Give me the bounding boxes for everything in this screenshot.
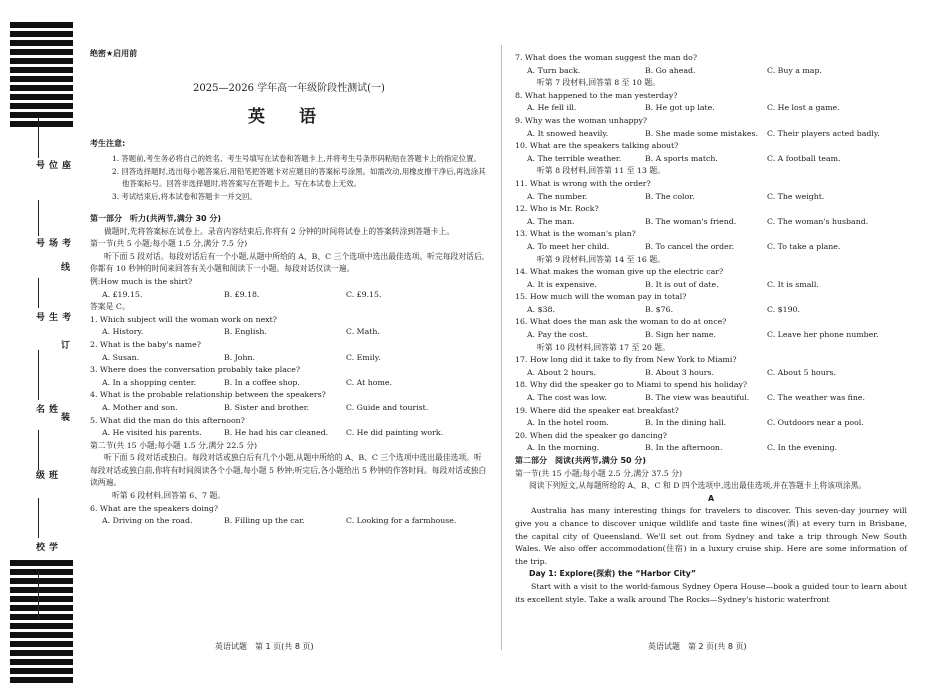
question-options	[515, 392, 907, 405]
question-text: 12. Who is Mr. Rock?	[515, 204, 599, 214]
binding-stripe	[10, 112, 73, 118]
binding-stripe	[10, 632, 73, 638]
option: C. Their players acted badly.	[767, 128, 880, 138]
option: A. $38.	[527, 304, 555, 314]
question-text: 9. Why was the woman unhappy?	[515, 115, 648, 125]
option: C. Leave her phone number.	[767, 330, 879, 340]
page-2	[515, 52, 907, 606]
material-note: 听第 6 段材料,回答第 6、7 题。	[112, 491, 226, 501]
school-label: 学校	[34, 542, 57, 552]
fill-line	[38, 278, 39, 308]
option: B. Sign her name.	[645, 330, 717, 340]
option: A. Mother and son.	[102, 402, 178, 412]
binding-stripe	[10, 578, 73, 584]
option: A. About 2 hours.	[527, 367, 596, 377]
question-options	[515, 65, 907, 78]
option: C. £9.15.	[346, 289, 382, 299]
option: B. Sister and brother.	[224, 402, 310, 412]
question-options	[515, 241, 907, 254]
day1-title: Day 1: Explore(探索) the “Harbor City”	[529, 569, 696, 579]
binding-stripe	[10, 22, 73, 28]
material-note: 听第 8 段材料,回答第 11 至 13 题。	[537, 166, 665, 176]
cut-mark-line: 线	[59, 262, 69, 271]
notice-title: 考生注意:	[90, 138, 126, 148]
option: B. The woman's friend.	[645, 216, 737, 226]
option: C. Math.	[346, 327, 380, 337]
material-note: 听第 7 段材料,回答第 8 至 10 题。	[537, 78, 660, 88]
question-options	[515, 102, 907, 115]
option: C. The weather was fine.	[767, 393, 865, 403]
question-options	[515, 191, 907, 204]
question-text: 15. How much will the woman pay in total?	[515, 292, 687, 302]
part2-section1-title: 第一节(共 15 小题;每小题 2.5 分,满分 37.5 分)	[515, 468, 683, 478]
option: A. He visited his parents.	[102, 428, 202, 438]
option: A. In the hotel room.	[527, 418, 609, 428]
option: C. Buy a map.	[767, 65, 822, 75]
option: C. To take a plane.	[767, 241, 841, 251]
option: B. John.	[224, 352, 256, 362]
section1-title: 第一节(共 5 小题;每小题 1.5 分,满分 7.5 分)	[90, 239, 248, 249]
notice-item: 1. 答题前,考生务必将自己的姓名、考生号填写在试卷和答题卡上,并将考生号条形码粘贴在答题卡上的指定位置。	[112, 154, 481, 164]
part1-title: 第一部分 听力(共两节,满分 30 分)	[90, 214, 222, 223]
option: B. He got up late.	[645, 103, 715, 113]
passage-paragraph: Australia has many interesting things for travelers to discover. This seven-day journey will give you a chance to discover unique wildlife and taste fine wines(酒) at every turn in Brisbane, the capital city of Queensland. We'll set out from Sydney and take a trip through New South Wales. We also offer accommodation(住宿) in a luxury cruise ship. Here are some information of the trip.	[515, 506, 907, 566]
question-text: 10. What are the speakers talking about?	[515, 141, 679, 151]
option: A. Pay the cost.	[527, 330, 588, 340]
option: A. The man.	[527, 216, 575, 226]
footer-page-2: 英语试题 第 2 页(共 8 页)	[648, 642, 747, 651]
question-options	[515, 304, 907, 317]
option: A. £19.15.	[102, 289, 143, 299]
question-list	[515, 52, 907, 455]
section2-title: 第二节(共 15 小题;每小题 1.5 分,满分 22.5 分)	[90, 440, 258, 450]
question-options	[90, 402, 488, 415]
option: A. To meet her child.	[527, 241, 610, 251]
question-options	[515, 329, 907, 342]
option: A. Turn back.	[527, 65, 581, 75]
question-text: 13. What is the woman's plan?	[515, 229, 636, 239]
question-options	[515, 417, 907, 430]
class-label: 班级	[34, 470, 57, 480]
binding-stripe	[10, 596, 73, 602]
binding-stripe	[10, 560, 73, 566]
example-options	[90, 289, 488, 302]
material-note: 听第 9 段材料,回答第 14 至 16 题。	[537, 254, 665, 264]
option: C. At home.	[346, 377, 392, 387]
seat-number-label: 座位号	[34, 160, 70, 170]
question-options	[515, 367, 907, 380]
option: B. In the dining hall.	[645, 418, 727, 428]
option: B. Filling up the car.	[224, 516, 305, 526]
question-list	[90, 314, 488, 440]
binding-stripe	[10, 67, 73, 73]
question-options	[90, 352, 488, 365]
option: C. The weight.	[767, 191, 825, 201]
binding-stripe	[10, 94, 73, 100]
binding-stripe	[10, 76, 73, 82]
option: B. The color.	[645, 191, 695, 201]
option: B. £9.18.	[224, 289, 260, 299]
question-options	[515, 216, 907, 229]
binding-stripe	[10, 587, 73, 593]
binding-stripe	[10, 641, 73, 647]
question-text: 20. When did the speaker go dancing?	[515, 430, 667, 440]
option: C. He lost a game.	[767, 103, 840, 113]
day1-text: Start with a visit to the world-famous Sydney Opera House—book a guided tour to learn about its excellent style. Take a walk around The Rocks—Sydney's historic waterfront	[515, 581, 907, 604]
question-text: 14. What makes the woman give up the electric car?	[515, 267, 724, 277]
question-text: 4. What is the probable relationship between the speakers?	[90, 390, 326, 400]
part2-title: 第二部分 阅读(共两节,满分 50 分)	[515, 456, 647, 465]
option: C. Emily.	[346, 352, 381, 362]
binding-stripe	[10, 569, 73, 575]
question-options	[90, 377, 488, 390]
binding-stripe	[10, 677, 73, 683]
option: B. To cancel the order.	[645, 241, 735, 251]
option: A. The terrible weather.	[527, 153, 622, 163]
question-text: 17. How long did it take to fly from New York to Miami?	[515, 355, 737, 365]
question-options	[90, 326, 488, 339]
option: A. History.	[102, 327, 144, 337]
question-text: 2. What is the baby's name?	[90, 339, 201, 349]
option: C. $190.	[767, 304, 800, 314]
passage-label: A	[707, 493, 715, 503]
binding-stripe	[10, 40, 73, 46]
example-answer: 答案是 C。	[90, 302, 130, 312]
fill-line	[38, 570, 39, 620]
exam-room-label: 考场号	[34, 238, 70, 248]
question-text: 3. Where does the conversation probably take place?	[90, 365, 301, 375]
question-text: 7. What does the woman suggest the man do?	[515, 53, 698, 62]
question-options	[515, 153, 907, 166]
binding-stripe	[10, 650, 73, 656]
option: A. In the morning.	[527, 443, 600, 453]
option: C. Looking for a farmhouse.	[346, 516, 457, 526]
question-text: 11. What is wrong with the order?	[515, 178, 651, 188]
material-note: 听第 10 段材料,回答第 17 至 20 题。	[537, 342, 670, 352]
question-text: 1. Which subject will the woman work on next?	[90, 314, 277, 324]
option: B. In the afternoon.	[645, 443, 723, 453]
subject-title: 英 语	[248, 107, 330, 128]
example-question: 例:How much is the shirt?	[90, 276, 193, 286]
option: C. About 5 hours.	[767, 367, 836, 377]
fill-line	[38, 430, 39, 470]
question-text: 16. What does the man ask the woman to do at once?	[515, 317, 727, 327]
option: C. In the evening.	[767, 443, 838, 453]
binding-stripe	[10, 614, 73, 620]
binding-stripe	[10, 85, 73, 91]
option: B. She made some mistakes.	[645, 128, 758, 138]
option: C. Guide and tourist.	[346, 402, 429, 412]
section2-intro: 听下面 5 段对话或独白。每段对话或独白后有几个小题,从题中所给的 A、B、C 三个选项中选出最佳选项。听每段对话或独白前,你将有时间阅读各个小题,每小题 5 秒钟;听完后,各小题给出 5 秒钟的作答时间。每段对话或独白读两遍。	[90, 453, 487, 488]
confidential-mark: 绝密★启用前	[90, 49, 138, 58]
part1-intro: 做题时,先将答案标在试卷上。录音内容结束后,你将有 2 分钟的时间将试卷上的答案转涂到答题卡上。	[104, 226, 455, 236]
option: B. He had his car cleaned.	[224, 428, 329, 438]
question-options	[515, 442, 907, 455]
binding-stripe	[10, 623, 73, 629]
binding-stripe	[10, 668, 73, 674]
option: C. He did painting work.	[346, 428, 444, 438]
option: A. He fell ill.	[527, 103, 577, 113]
option: A. Driving on the road.	[102, 516, 193, 526]
option: B. The view was beautiful.	[645, 393, 750, 403]
option: B. $76.	[645, 304, 674, 314]
option: B. A sports match.	[645, 153, 718, 163]
exam-title: 2025—2026 学年高一年级阶段性测试(一)	[193, 82, 385, 94]
cut-mark-install: 装	[59, 412, 69, 421]
option: B. In a coffee shop.	[224, 377, 300, 387]
binding-stripe	[10, 659, 73, 665]
candidate-number-label: 考生号	[34, 312, 70, 322]
notice-item: 3. 考试结束后,将本试卷和答题卡一并交回。	[112, 191, 257, 201]
question-text: 8. What happened to the man yesterday?	[515, 90, 678, 100]
option: C. Outdoors near a pool.	[767, 418, 864, 428]
option: C. A football team.	[767, 153, 841, 163]
binding-stripe	[10, 605, 73, 611]
option: A. The cost was low.	[527, 393, 607, 403]
binding-stripe	[10, 31, 73, 37]
binding-stripe	[10, 58, 73, 64]
question-text: 18. Why did the speaker go to Miami to spend his holiday?	[515, 380, 748, 390]
option: A. The number.	[527, 191, 588, 201]
question-options	[515, 128, 907, 141]
binding-stripe	[10, 103, 73, 109]
page-1	[90, 48, 488, 528]
notice-list	[90, 153, 488, 203]
option: B. English.	[224, 327, 267, 337]
fill-line	[38, 118, 39, 158]
option: C. It is small.	[767, 279, 819, 289]
option: A. Susan.	[102, 352, 140, 362]
cut-mark-bind: 订	[59, 340, 69, 349]
page-divider	[501, 45, 502, 650]
section1-intro: 听下面 5 段对话。每段对话后有一个小题,从题中所给的 A、B、C 三个选项中选出最佳选项。听完每段对话后,你都有 10 秒钟的时间来回答有关小题和阅读下一小题。每段对话仅读一遍。	[90, 251, 485, 274]
option: A. In a shopping center.	[102, 377, 197, 387]
option: A. It snowed heavily.	[527, 128, 609, 138]
question-text: 5. What did the man do this afternoon?	[90, 415, 245, 425]
fill-line	[38, 200, 39, 236]
option: B. Go ahead.	[645, 65, 696, 75]
question-options	[90, 427, 488, 440]
fill-line	[38, 498, 39, 538]
option: A. It is expensive.	[527, 279, 597, 289]
option: B. About 3 hours.	[645, 367, 715, 377]
question-options	[90, 515, 488, 528]
option: C. The woman's husband.	[767, 216, 869, 226]
question-text: 6. What are the speakers doing?	[90, 503, 219, 513]
footer-page-1: 英语试题 第 1 页(共 8 页)	[215, 642, 314, 651]
binding-stripe	[10, 121, 73, 127]
part2-intro: 阅读下列短文,从每题所给的 A、B、C 和 D 四个选项中,选出最佳选项,并在答题卡上将该项涂黑。	[529, 481, 867, 491]
fill-line	[38, 350, 39, 400]
name-label: 姓名	[34, 404, 57, 414]
option: B. It is out of date.	[645, 279, 719, 289]
question-options	[515, 279, 907, 292]
binding-stripe	[10, 49, 73, 55]
notice-item: 2. 回答选择题时,选出每小题答案后,用铅笔把答题卡对应题目的答案标号涂黑。如需改动,用橡皮擦干净后,再选涂其他答案标号。回答非选择题时,将答案写在答题卡上。写在本试卷上无效。	[112, 166, 486, 189]
question-text: 19. Where did the speaker eat breakfast?	[515, 405, 679, 415]
